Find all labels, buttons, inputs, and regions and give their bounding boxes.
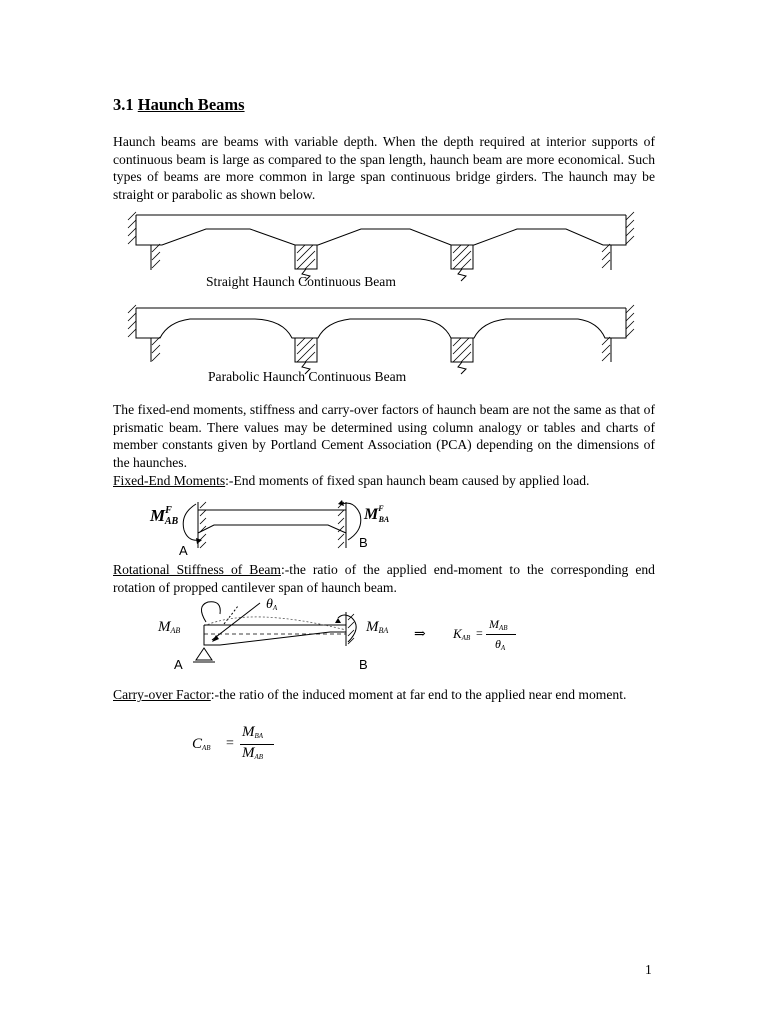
straight-haunch-caption: Straight Haunch Continuous Beam	[206, 274, 396, 289]
c-numerator: MBA	[242, 724, 264, 740]
carryover-text: :-the ratio of the induced moment at far end to the applied near end moment.	[210, 687, 627, 702]
parabolic-haunch-caption: Parabolic Haunch Continuous Beam	[208, 369, 407, 384]
section-number: 3.1	[113, 95, 134, 114]
fixed-end-definition	[113, 472, 655, 490]
stiffness-label-b: B	[359, 657, 368, 672]
c-denominator: MAB	[242, 745, 264, 761]
stiffness-definition	[113, 561, 655, 596]
fem-label-b: B	[359, 535, 368, 550]
k-fraction-bar	[486, 634, 516, 635]
carryover-definition	[113, 686, 655, 704]
implies-symbol: ⇒	[414, 627, 426, 642]
stiffness-term: Rotational Stiffness of Beam	[113, 562, 281, 577]
intro-paragraph: Haunch beams are beams with variable depth. When the depth required at interior supports of continuous beam is large as compared to the span length, haunch beam are more economical. Such types of beams are more common in large span continuous bridge girders. The haunch may be straight or parabolic as shown below.	[113, 134, 655, 202]
k-ab-symbol: KAB	[453, 626, 471, 642]
section-title: Haunch Beams	[137, 95, 245, 114]
theta-a-symbol: θA	[266, 597, 278, 612]
page-number: 1	[645, 962, 652, 977]
k-numerator: MAB	[489, 617, 508, 632]
c-ab-symbol: CAB	[192, 736, 211, 752]
stiffness-label-a: A	[174, 657, 183, 672]
fem-label-a: A	[179, 543, 188, 558]
fem-ba-symbol: $M^FBA$	[364, 504, 390, 524]
fixed-end-text: :-End moments of fixed span haunch beam caused by applied load.	[225, 473, 590, 488]
k-denominator: θA	[495, 637, 506, 652]
fem-paragraph: The fixed-end moments, stiffness and carry-over factors of haunch beam are not the same as that of prismatic beam. There values may be determined using column analogy or tables and charts of member constants given by Portland Cement Association (PCA) depending on the dimensions of the haunches.	[113, 402, 655, 470]
k-equals: =	[476, 626, 483, 640]
stiffness-mab-symbol: MAB	[158, 619, 181, 635]
c-equals: =	[226, 736, 234, 751]
section-heading	[113, 95, 245, 115]
fixed-end-term: Fixed-End Moments	[113, 473, 226, 488]
fem-ab-symbol: $M^FAB$	[150, 505, 179, 527]
stiffness-text: :-the ratio of the applied end-moment to the corresponding end rotation of propped cantilever span of haunch beam.	[113, 562, 655, 595]
carryover-term: Carry-over Factor	[113, 687, 211, 702]
stiffness-mba-symbol: MBA	[366, 619, 389, 635]
